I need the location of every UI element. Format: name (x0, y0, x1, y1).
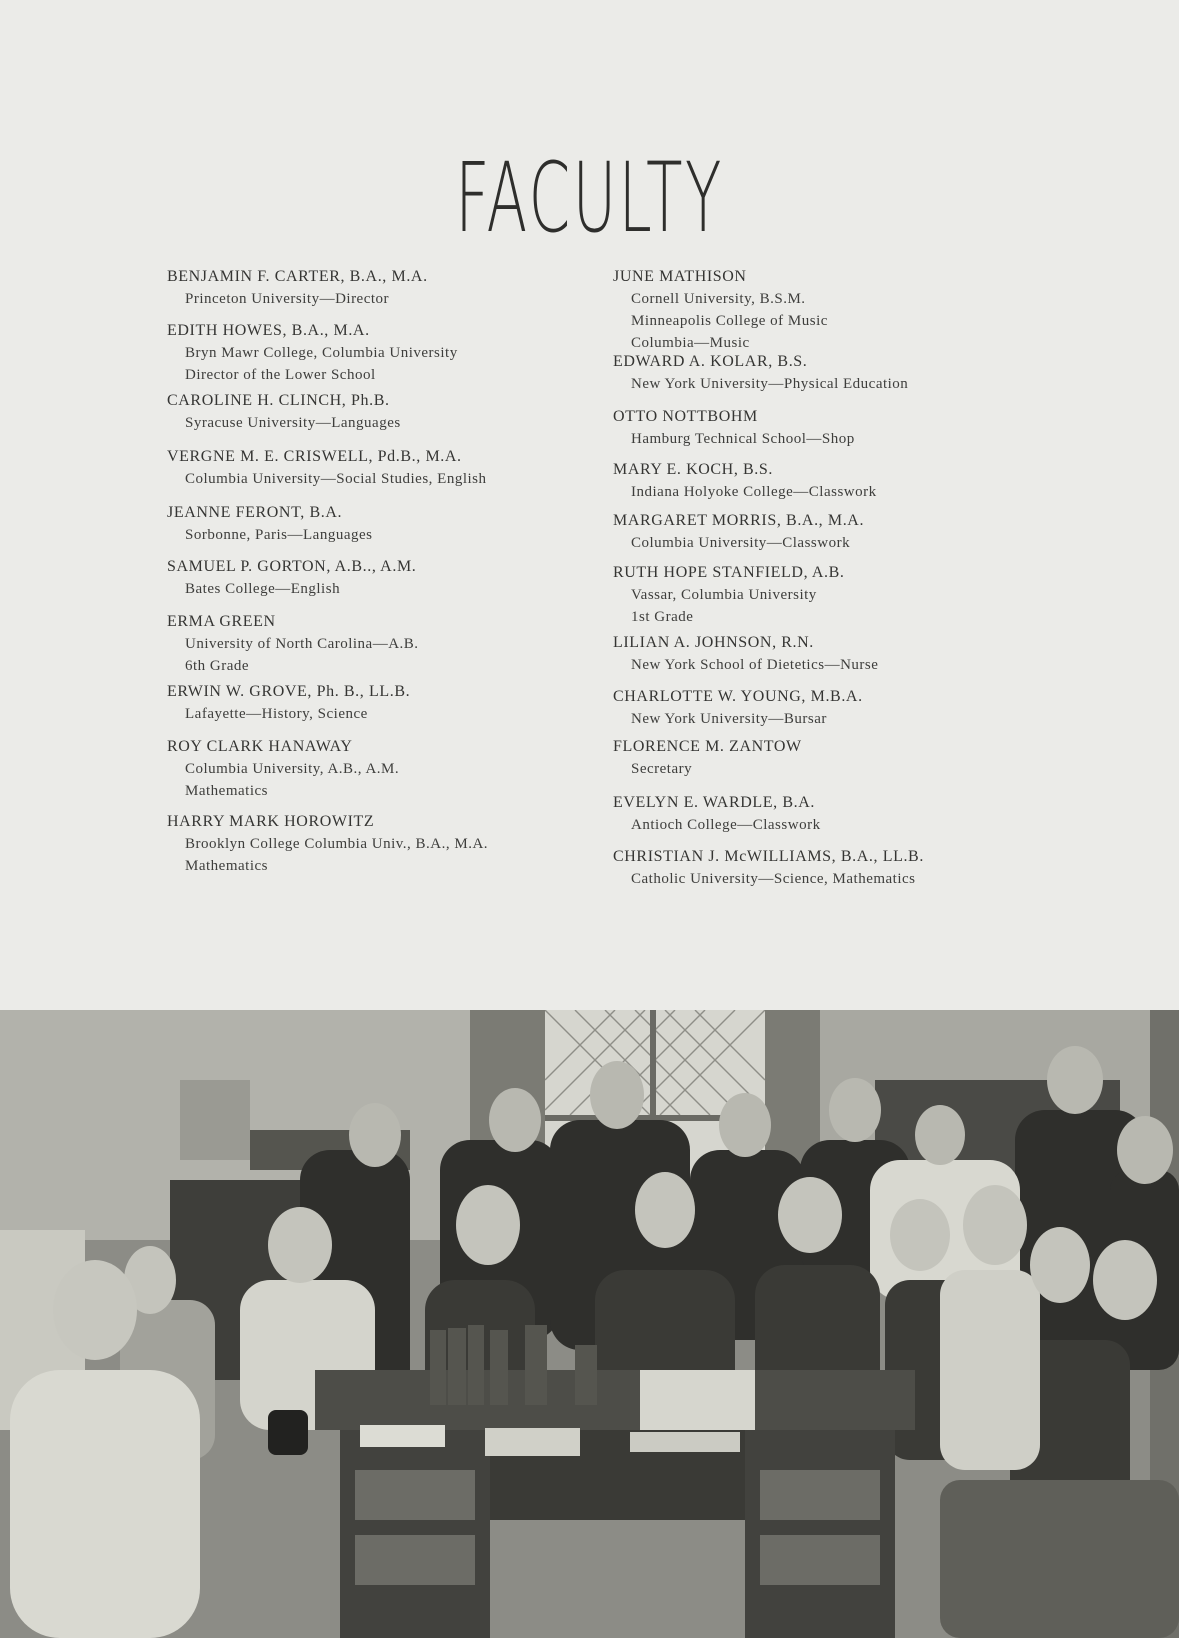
faculty-name: MARY E. KOCH, B.S. (613, 461, 774, 478)
faculty-detail: Brooklyn College Columbia Univ., B.A., M.A. (185, 836, 489, 852)
faculty-entry (613, 845, 924, 890)
faculty-entry (167, 319, 458, 386)
faculty-detail: New York University—Bursar (631, 711, 827, 727)
faculty-name: JEANNE FERONT, B.A. (167, 504, 343, 521)
faculty-name: JUNE MATHISON (613, 268, 747, 285)
faculty-name: CHARLOTTE W. YOUNG, M.B.A. (613, 688, 863, 705)
faculty-name: ERMA GREEN (167, 613, 276, 630)
faculty-name: CHRISTIAN J. McWILLIAMS, B.A., LL.B. (613, 848, 924, 865)
faculty-entry (167, 610, 419, 677)
faculty-name: VERGNE M. E. CRISWELL, Pd.B., M.A. (167, 448, 462, 465)
faculty-name: CAROLINE H. CLINCH, Ph.B. (167, 392, 390, 409)
faculty-detail: Columbia University—Classwork (631, 535, 851, 551)
faculty-name: EVELYN E. WARDLE, B.A. (613, 794, 815, 811)
faculty-detail: Columbia University, A.B., A.M. (185, 761, 400, 777)
faculty-entry (613, 561, 845, 628)
faculty-detail: New York School of Dietetics—Nurse (631, 657, 879, 673)
faculty-detail: University of North Carolina—A.B. (185, 636, 419, 652)
faculty-entry (167, 389, 401, 434)
faculty-detail: Minneapolis College of Music (631, 313, 828, 329)
faculty-entry (613, 791, 821, 836)
faculty-photo-illustration (0, 1010, 1179, 1638)
faculty-name: HARRY MARK HOROWITZ (167, 813, 375, 830)
faculty-name: MARGARET MORRIS, B.A., M.A. (613, 512, 865, 529)
faculty-entry (167, 555, 416, 600)
faculty-name: EDITH HOWES, B.A., M.A. (167, 322, 370, 339)
faculty-name: BENJAMIN F. CARTER, B.A., M.A. (167, 268, 428, 285)
faculty-entry (613, 405, 855, 450)
faculty-entry (613, 350, 908, 395)
faculty-detail: Antioch College—Classwork (631, 817, 821, 833)
faculty-detail: Bryn Mawr College, Columbia University (185, 345, 458, 361)
faculty-detail: Columbia University—Social Studies, English (185, 471, 487, 487)
faculty-detail: Mathematics (185, 783, 268, 799)
faculty-detail: Princeton University—Director (185, 291, 390, 307)
faculty-name: RUTH HOPE STANFIELD, A.B. (613, 564, 845, 581)
faculty-name: FLORENCE M. ZANTOW (613, 738, 802, 755)
faculty-detail: Syracuse University—Languages (185, 415, 401, 431)
faculty-detail: Secretary (631, 761, 693, 777)
faculty-detail: Sorbonne, Paris—Languages (185, 527, 373, 543)
faculty-entry (613, 265, 828, 354)
faculty-entry (167, 680, 410, 725)
faculty-detail: Catholic University—Science, Mathematics (631, 871, 916, 887)
faculty-entry (167, 265, 428, 310)
faculty-entry (167, 445, 487, 490)
faculty-detail: Indiana Holyoke College—Classwork (631, 484, 877, 500)
faculty-detail: 6th Grade (185, 658, 250, 674)
faculty-detail: Hamburg Technical School—Shop (631, 431, 855, 447)
faculty-name: ERWIN W. GROVE, Ph. B., LL.B. (167, 683, 411, 700)
faculty-detail: 1st Grade (631, 609, 694, 625)
faculty-name: OTTO NOTTBOHM (613, 408, 758, 425)
faculty-detail: Director of the Lower School (185, 367, 376, 383)
faculty-entry (613, 458, 877, 503)
faculty-entry (167, 501, 372, 546)
faculty-entry (613, 685, 863, 730)
faculty-entry (613, 631, 878, 676)
faculty-detail: Cornell University, B.S.M. (631, 291, 806, 307)
faculty-detail: Mathematics (185, 858, 268, 874)
faculty-name: LILIAN A. JOHNSON, R.N. (613, 634, 814, 651)
faculty-detail: Bates College—English (185, 581, 341, 597)
faculty-entry (613, 735, 802, 780)
faculty-detail: New York University—Physical Education (631, 376, 909, 392)
faculty-entry (167, 735, 399, 802)
faculty-entry (167, 810, 488, 877)
faculty-detail: Columbia—Music (631, 335, 750, 351)
faculty-entry (613, 509, 864, 554)
faculty-detail: Vassar, Columbia University (631, 587, 817, 603)
faculty-detail: Lafayette—History, Science (185, 706, 368, 722)
faculty-name: ROY CLARK HANAWAY (167, 738, 353, 755)
faculty-group-photo (0, 1010, 1179, 1638)
faculty-name: SAMUEL P. GORTON, A.B.., A.M. (167, 558, 417, 575)
page-title: FACULTY (455, 142, 724, 254)
faculty-name: EDWARD A. KOLAR, B.S. (613, 353, 808, 370)
